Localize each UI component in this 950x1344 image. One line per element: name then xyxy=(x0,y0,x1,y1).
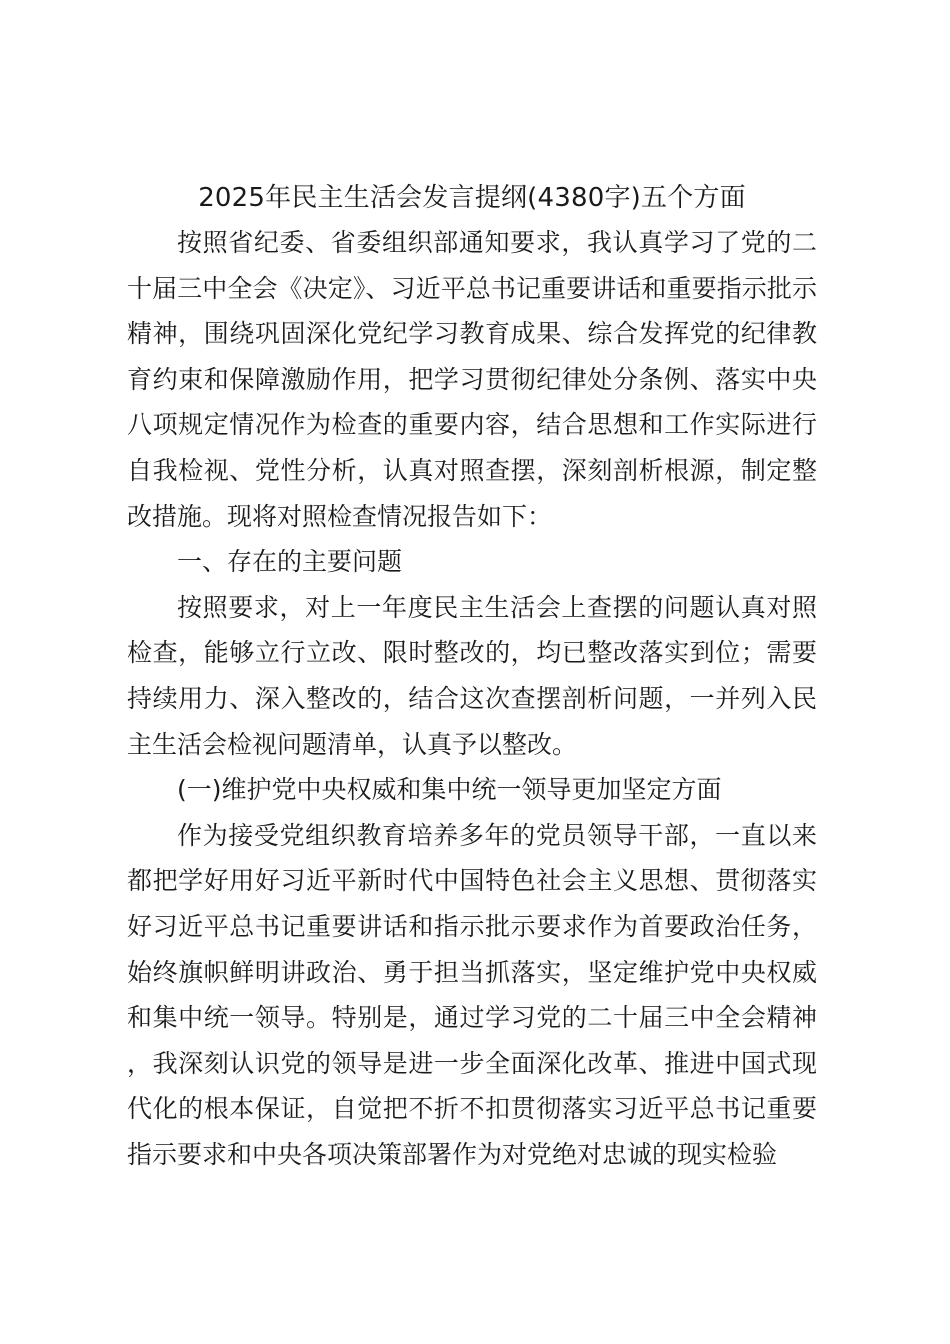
subsection-paragraph: 作为接受党组织教育培养多年的党员领导干部，一直以来都把学好用好习近平新时代中国特色社会主义思想、贯彻落实好习近平总书记重要讲话和指示批示要求作为首要政治任务，始终旗帜鲜明讲政治、勇于担当抓落实，坚定维护党中央权威和集中统一领导。特别是，通过学习党的二十届三中全会精神，我深刻认识党的领导是进一步全面深化改革、推进中国式现代化的根本保证，自觉把不折不扣贯彻落实习近平总书记重要指示要求和中央各项决策部署作为对党绝对忠诚的现实检验 xyxy=(127,820,817,1169)
document-body xyxy=(127,176,817,1177)
intro-paragraph: 按照省纪委、省委组织部通知要求，我认真学习了党的二十届三中全会《决定》、习近平总书记重要讲话和重要指示批示精神，围绕巩固深化党纪学习教育成果、综合发挥党的纪律教育约束和保障激励作用，把学习贯彻纪律处分条例、落实中央八项规定情况作为检查的重要内容，结合思想和工作实际进行自我检视、党性分析，认真对照查摆，深刻剖析根源，制定整改措施。现将对照检查情况报告如下： xyxy=(127,228,817,531)
section-paragraph: 按照要求，对上一年度民主生活会上查摆的问题认真对照检查，能够立行立改、限时整改的，均已整改落实到位；需要持续用力、深入整改的，结合这次查摆剖析问题，一并列入民主生活会检视问题清单，认真予以整改。 xyxy=(127,592,817,759)
document-title: 2025年民主生活会发言提纲(4380字)五个方面 xyxy=(198,183,746,213)
section-heading: 一、存在的主要问题 xyxy=(177,547,403,577)
subsection-heading: (一)维护党中央权威和集中统一领导更加坚定方面 xyxy=(177,775,722,805)
